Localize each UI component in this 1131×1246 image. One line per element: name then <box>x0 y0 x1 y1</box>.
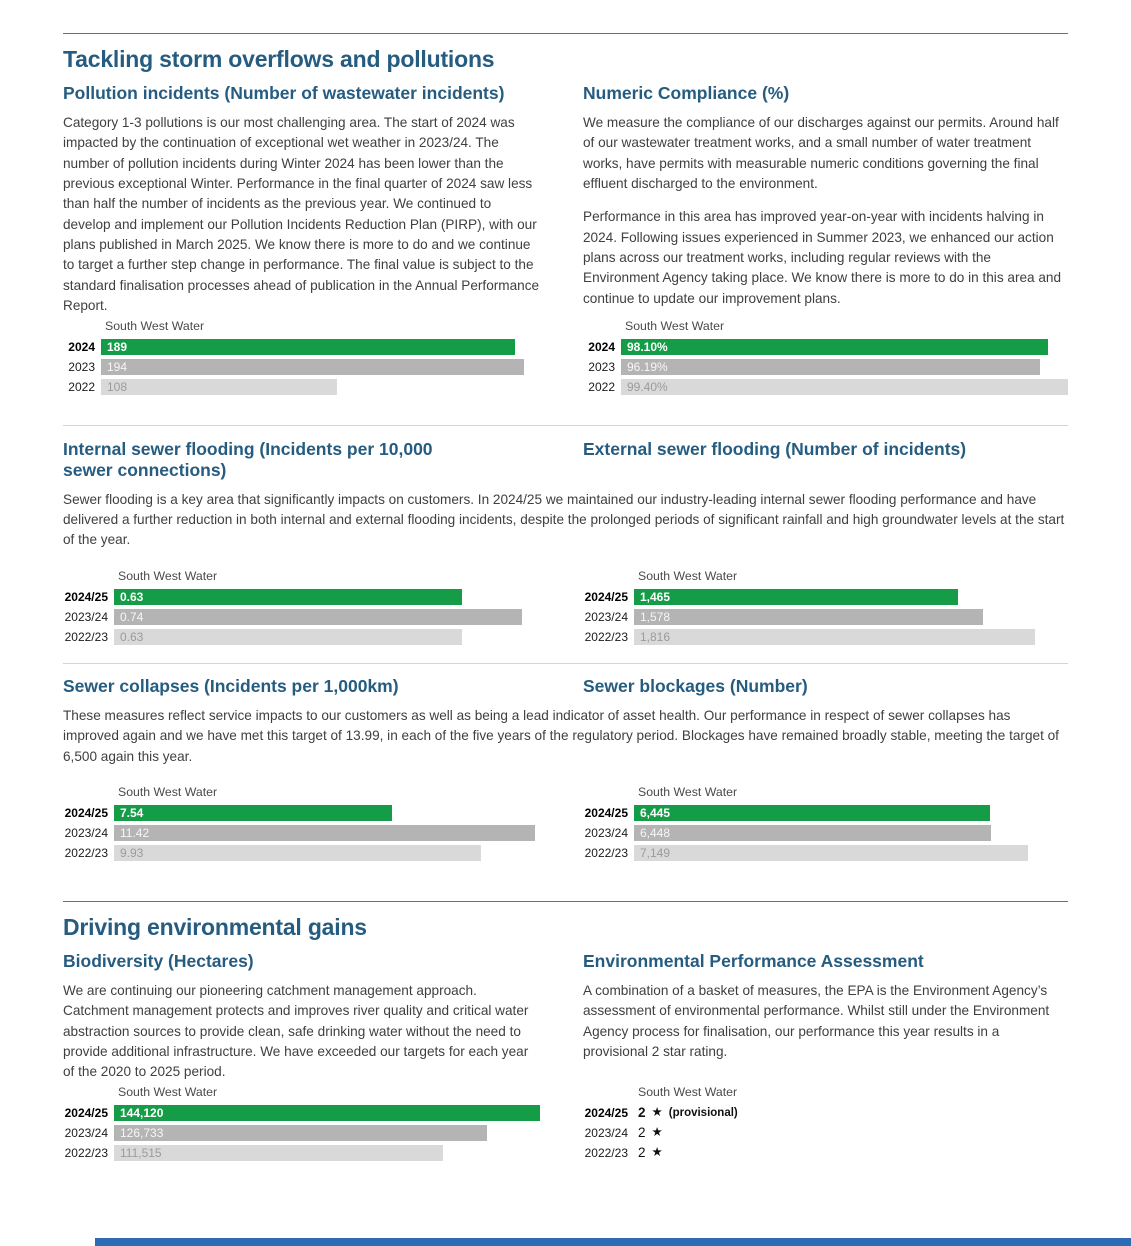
pollution-text-block <box>63 83 540 317</box>
star-icon: ★ <box>651 1105 663 1120</box>
chart-sewer-collapses <box>63 785 540 865</box>
flooding-paragraph: Sewer flooding is a key area that significantly impacts on customers. In 2024/25 we maintained our industry-leading internal sewer flooding performance and have delivered a further reduction in both internal and external flooding incidents, despite the prolonged periods of significant rainfall and high groundwater levels at the start of the year. <box>63 491 1065 548</box>
chart-group-label: South West Water <box>118 785 218 799</box>
bar-value: 0.74 <box>120 609 144 624</box>
chart-year-label: 2024 <box>68 339 95 354</box>
biodiversity-text-block <box>63 951 540 1083</box>
chart-row <box>63 825 540 841</box>
chart-year-label: 2024/25 <box>584 1105 628 1120</box>
rating-number: 2 <box>638 1145 646 1161</box>
bar-2022/23 <box>634 629 1035 645</box>
chart-epa-rating <box>583 1085 1068 1165</box>
bar-area <box>101 339 540 355</box>
bar-area <box>114 1125 540 1141</box>
chart-row <box>583 609 1068 625</box>
chart-row <box>583 825 1068 841</box>
bar-2022 <box>101 379 337 395</box>
chart-year-label: 2023 <box>68 359 95 374</box>
rating-value <box>638 1145 663 1161</box>
pollution-incidents-paragraph: Category 1-3 pollutions is our most challenging area. The start of 2024 was impacted by the continuation of exceptional wet weather in 2023/24. The number of pollution incidents during Winter 2024 has been lower than the previous exceptional Winter. Performance in the final quarter of 2024 saw less than half the number of incidents as the previous year. We continued to develop and implement our Pollution Incidents Reduction Plan (PIRP), with our plans published in March 2025. We know there is more to do and we continue to target a further step change in performance. The final value is subject to the standard finalisation processes ahead of publication in the Annual Performance Report. <box>63 114 540 314</box>
bar-value: 194 <box>107 359 128 374</box>
flooding-charts <box>63 567 1068 649</box>
chart-row <box>63 359 540 375</box>
chart-row <box>63 1145 540 1161</box>
bar-area <box>634 805 1068 821</box>
bar-2023/24 <box>114 825 535 841</box>
star-icon: ★ <box>651 1125 663 1140</box>
bar-area <box>101 359 540 375</box>
chart-group-label: South West Water <box>638 785 738 799</box>
chart-group-label: South West Water <box>638 568 738 583</box>
chart-row <box>63 845 540 861</box>
rating-number: 2 <box>638 1105 646 1121</box>
chart-row <box>583 1125 1068 1141</box>
bar-area <box>621 339 1068 355</box>
chart-row <box>583 629 1068 645</box>
chart-row <box>583 1105 1068 1121</box>
bar-area <box>114 805 540 821</box>
sewer-charts <box>63 783 1068 865</box>
chart-row <box>583 379 1068 395</box>
bar-area <box>634 589 1068 605</box>
chart-row <box>583 1145 1068 1161</box>
sewer-paragraph: These measures reflect service impacts to our customers as well as being a lead indicator of asset health. Our performance in respect of sewer collapses has improved again and we have met this target of 13.99, in each of the five years of the regulatory period. Blockages have remained broadly stable, meeting the target of 6,500 again this year. <box>63 707 1059 764</box>
rating-value <box>638 1105 738 1121</box>
chart-year-label: 2022 <box>588 379 615 394</box>
numeric-compliance-heading: Numeric Compliance (%) <box>583 82 790 103</box>
bar-value: 0.63 <box>120 629 144 644</box>
rating-number: 2 <box>638 1125 646 1141</box>
chart-row <box>583 589 1068 605</box>
bar-value: 11.42 <box>120 826 150 840</box>
bar-value: 99.40% <box>627 379 668 394</box>
chart-internal-sewer-flooding <box>63 569 540 649</box>
top-divider <box>63 33 1068 34</box>
chart-year-label: 2023/24 <box>584 1125 628 1140</box>
storm-section <box>63 83 1068 399</box>
pollution-incidents-heading: Pollution incidents (Number of wastewater incidents) <box>63 82 505 103</box>
bar-value: 96.19% <box>627 359 668 374</box>
bar-area <box>621 359 1068 375</box>
bar-2023/24 <box>114 609 522 625</box>
chart-group-label: South West Water <box>638 1084 738 1099</box>
chart-numeric-compliance <box>583 319 1068 399</box>
chart-year-label: 2024 <box>588 339 615 354</box>
bar-area <box>114 1145 540 1161</box>
chart-row <box>63 379 540 395</box>
bar-area <box>634 825 1068 841</box>
bar-2024/25 <box>634 805 990 821</box>
numeric-compliance-paragraph-1: We measure the compliance of our discharges against our permits. Around half of our wastewater treatment works, and a small number of water treatment works, have permits with measurable numeric conditions governing the final effluent discharged to the environment. <box>583 114 1059 191</box>
bar-2022/23 <box>114 1145 443 1161</box>
bar-2023/24 <box>634 609 983 625</box>
chart-biodiversity <box>63 1085 540 1165</box>
numeric-compliance-paragraph-2: Performance in this area has improved year-on-year with incidents halving in 2024. Following issues experienced in Summer 2023, we enhanced our action plans across our treatment works, including regular reviews with the Environment Agency taking place. We know there is more to do in this area and continue to update our improvement plans. <box>583 209 1062 306</box>
bar-value: 6,448 <box>640 826 671 840</box>
biodiversity-paragraph: We are continuing our pioneering catchment management approach. Catchment management protects and improves river quality and critical water abstraction sources to provide clean, safe drinking water without the need to provide additional infrastructure. We have exceeded our targets for each year of the 2020 to 2025 period. <box>63 982 529 1080</box>
external-sewer-flooding-heading: External sewer flooding (Number of incidents) <box>583 438 967 459</box>
chart-year-label: 2024/25 <box>584 589 628 604</box>
bar-2023/24 <box>634 825 991 841</box>
chart-year-label: 2023/24 <box>64 826 108 840</box>
chart-row <box>63 339 540 355</box>
chart-row <box>63 629 540 645</box>
chart-row <box>583 845 1068 861</box>
chart-year-label: 2023/24 <box>584 826 628 840</box>
bar-value: 189 <box>107 339 128 354</box>
star-icon: ★ <box>651 1145 663 1160</box>
bar-2023 <box>101 359 524 375</box>
bar-area <box>114 1105 540 1121</box>
biodiversity-heading: Biodiversity (Hectares) <box>63 950 254 971</box>
epa-heading: Environmental Performance Assessment <box>583 950 924 971</box>
bar-value: 1,578 <box>640 609 671 624</box>
bar-2022/23 <box>114 629 462 645</box>
chart-year-label: 2023 <box>588 359 615 374</box>
bar-2024/25 <box>114 589 462 605</box>
bar-value: 126,733 <box>120 1125 164 1140</box>
bar-2024/25 <box>114 805 392 821</box>
section-divider <box>63 663 1068 664</box>
bar-area <box>634 609 1068 625</box>
bar-area <box>114 589 540 605</box>
bar-2024/25 <box>114 1105 540 1121</box>
chart-row <box>63 1105 540 1121</box>
bar-area <box>634 629 1068 645</box>
epa-paragraph: A combination of a basket of measures, the EPA is the Environment Agency’s assessment of environmental performance. Whilst still under the Environment Agency process for finalisation, our performance this year results in a provisional 2 star rating. <box>583 982 1050 1059</box>
bar-2024 <box>621 339 1048 355</box>
bar-value: 7.54 <box>120 806 144 820</box>
chart-year-label: 2023/24 <box>64 1125 108 1140</box>
chart-row <box>63 805 540 821</box>
bar-area <box>114 629 540 645</box>
chart-year-label: 2022/23 <box>64 629 108 644</box>
chart-row <box>583 359 1068 375</box>
chart-group-label: South West Water <box>625 318 725 333</box>
flooding-headings <box>63 439 1068 490</box>
chart-year-label: 2023/24 <box>584 609 628 624</box>
bar-area <box>101 379 540 395</box>
bar-value: 7,149 <box>640 846 671 860</box>
chart-year-label: 2024/25 <box>64 1105 108 1120</box>
bar-value: 111,515 <box>120 1145 162 1160</box>
bar-value: 6,445 <box>640 806 671 820</box>
bar-2022/23 <box>634 845 1028 861</box>
chart-year-label: 2024/25 <box>64 806 108 820</box>
bar-2022 <box>621 379 1068 395</box>
chart-year-label: 2022/23 <box>584 629 628 644</box>
section-divider <box>63 425 1068 426</box>
bar-2024/25 <box>634 589 958 605</box>
bar-value: 108 <box>107 379 128 394</box>
compliance-text-block <box>583 83 1068 317</box>
bar-2022/23 <box>114 845 481 861</box>
chart-row <box>583 339 1068 355</box>
section-title-environment: Driving environmental gains <box>63 914 367 940</box>
chart-sewer-blockages <box>583 785 1068 865</box>
chart-year-label: 2024/25 <box>584 806 628 820</box>
chart-row <box>63 609 540 625</box>
chart-year-label: 2024/25 <box>64 589 108 604</box>
sewer-headings <box>63 676 1068 706</box>
chart-year-label: 2022/23 <box>584 1145 628 1160</box>
internal-sewer-flooding-heading: Internal sewer flooding (Incidents per 10,000 sewer connections) <box>63 438 433 480</box>
bar-area <box>634 845 1068 861</box>
footer-accent-bar <box>95 1238 1131 1246</box>
section-title-storm: Tackling storm overflows and pollutions <box>63 46 495 72</box>
chart-year-label: 2022/23 <box>64 1145 108 1160</box>
bar-area <box>114 825 540 841</box>
chart-row <box>63 1125 540 1141</box>
rating-suffix: (provisional) <box>668 1106 738 1119</box>
chart-year-label: 2022 <box>68 379 95 394</box>
bar-value: 1,816 <box>640 629 671 644</box>
chart-year-label: 2022/23 <box>584 846 628 860</box>
chart-row <box>63 589 540 605</box>
environment-divider <box>63 901 1068 902</box>
chart-pollution-incidents <box>63 319 540 399</box>
bar-area <box>114 845 540 861</box>
bar-2024 <box>101 339 515 355</box>
chart-external-sewer-flooding <box>583 569 1068 649</box>
bar-2023 <box>621 359 1040 375</box>
chart-group-label: South West Water <box>118 1084 218 1099</box>
sewer-blockages-heading: Sewer blockages (Number) <box>583 675 808 696</box>
bar-area <box>621 379 1068 395</box>
bar-value: 1,465 <box>640 589 671 604</box>
chart-group-label: South West Water <box>105 318 205 333</box>
bar-area <box>114 609 540 625</box>
bar-value: 98.10% <box>627 339 668 354</box>
bar-value: 0.63 <box>120 589 144 604</box>
epa-text-block <box>583 951 1068 1083</box>
bar-value: 9.93 <box>120 846 144 860</box>
rating-value <box>638 1125 663 1141</box>
bar-value: 144,120 <box>120 1105 164 1120</box>
chart-year-label: 2022/23 <box>64 846 108 860</box>
chart-row <box>583 805 1068 821</box>
sewer-collapses-heading: Sewer collapses (Incidents per 1,000km) <box>63 675 399 696</box>
chart-year-label: 2023/24 <box>64 609 108 624</box>
environment-section <box>63 951 1068 1165</box>
bar-2023/24 <box>114 1125 487 1141</box>
chart-group-label: South West Water <box>118 568 218 583</box>
